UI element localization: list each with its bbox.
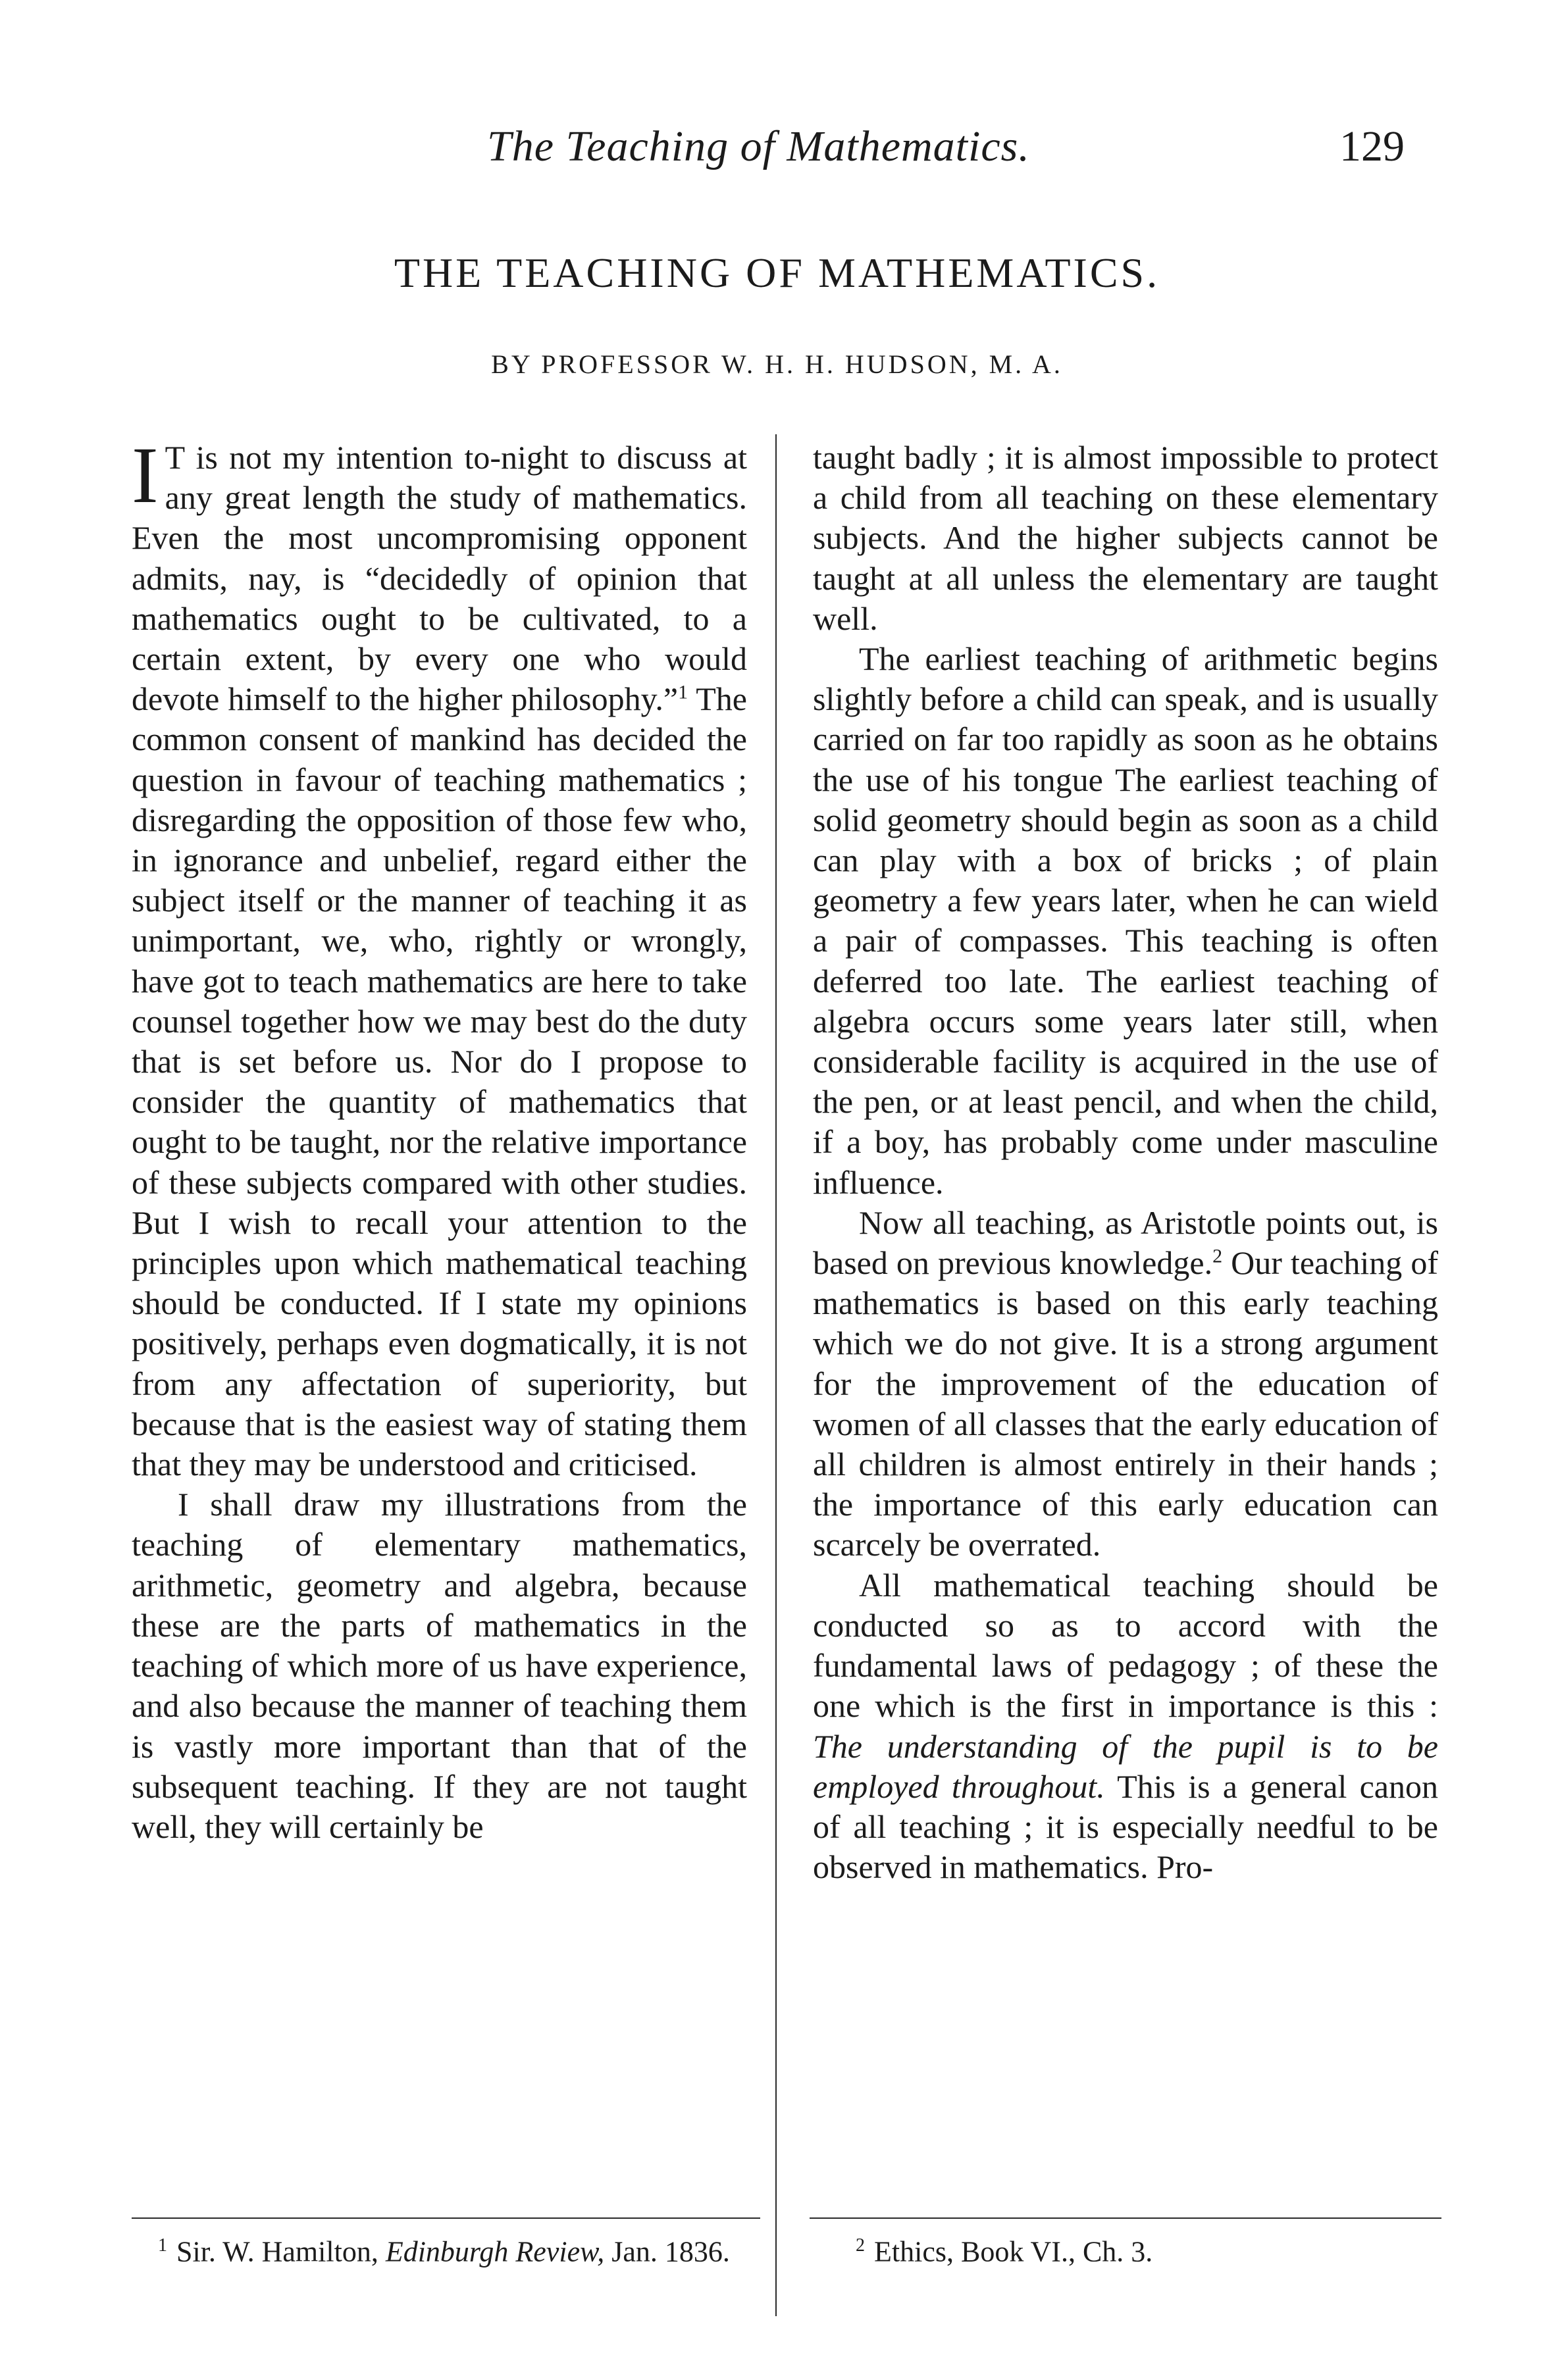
footnote-source: Edinburgh Review,: [385, 2235, 605, 2268]
left-column: [132, 431, 747, 1847]
paragraph-text: All mathematical teaching should be conducted so as to accord with the fundamental laws of pedagogy ; of these the one which is the first in importance is this :: [813, 1566, 1438, 1725]
drop-cap: I: [132, 431, 159, 520]
paragraph: [813, 1565, 1438, 1888]
paragraph: [132, 1484, 747, 1847]
footnote-text: Jan. 1836.: [604, 2235, 730, 2268]
right-column: [813, 438, 1438, 1887]
footnote-mark: 2: [856, 2235, 865, 2256]
footnote-rule: [132, 2217, 760, 2219]
footnote-reference: 1: [678, 681, 688, 703]
paragraph-text: I shall draw my illustrations from the teaching of elementary mathematics, arithmetic, geometry and algebra, because these are the parts of mathematics in the teaching of which more of us have experience, and also because the manner of teaching them is vastly more important than that of the subsequent teaching. If they are not taught well, they will certainly be: [132, 1486, 747, 1845]
footnote-text: Sir. W. Hamilton,: [176, 2235, 386, 2268]
emphasized-text: The understanding of the pupil is to be employed throughout.: [813, 1727, 1438, 1805]
paragraph: [132, 431, 747, 1484]
paragraph-text: taught badly ; it is almost impossible to protect a child from all teaching on these elementary subjects. And the higher subjects cannot be taught at all unless the elementary are taught well.: [813, 439, 1438, 637]
paragraph: [813, 438, 1438, 639]
article-title: THE TEACHING OF MATHEMATICS.: [394, 249, 1160, 296]
footnote-reference: 2: [1212, 1245, 1223, 1267]
footnote-rule: [810, 2217, 1441, 2219]
paragraph-text: Our teaching of mathematics is based on this early teaching which we do not give. It is a strong argument for the improvement of the education of women of all classes that the early education of all children is almost entirely in their hands ; the importance of this early education can scarcely be overrated.: [813, 1244, 1438, 1563]
paragraph-text: T is not my intention to-night to discuss at any great length the study of mathematics. Even the most uncompromising opponent admits, nay, is “decidedly of opinion that mathematics ought to be cultivated, to a certain extent, by every one who would devote himself to the higher philosophy.”: [132, 439, 747, 718]
paragraph-text: The common consent of mankind has decided the question in favour of teaching mathematics ; disregarding the opposition of those few who, in ignorance and unbelief, regard either the subject itself or the manner of teaching it as unimportant, we, who, rightly or wrongly, have got to teach mathematics are here to take counsel together how we may best do the duty that is set before us. Nor do I propose to consider the quantity of mathematics that ought to be taught, nor the relative importance of these subjects compared with other studies. But I wish to recall your attention to the principles upon which mathematical teaching should be conducted. If I state my opinions positively, perhaps even dogmatically, it is not from any affectation of superiority, but because that is the easiest way of stating them that they may be understood and criticised.: [132, 680, 747, 1483]
article-byline: BY PROFESSOR W. H. H. HUDSON, M. A.: [491, 349, 1063, 379]
footnote-mark: 1: [158, 2235, 167, 2256]
footnote-text: Ethics, Book VI., Ch. 3.: [874, 2235, 1153, 2268]
paragraph-text: The earliest teaching of arithmetic begins slightly before a child can speak, and is usually carried on far too rapidly as soon as he obtains the use of his tongue The earliest teaching of solid geometry should begin as soon as a child can play with a box of bricks ; of plain geometry a few years later, when he can wield a pair of compasses. This teaching is often deferred too late. The earliest teaching of algebra occurs some years later still, when considerable facility is acquired in the use of the pen, or at least pencil, and when the child, if a boy, has probably come under masculine influence.: [813, 640, 1438, 1201]
page-number: 129: [1339, 122, 1405, 170]
paragraph-text: Now all teaching, as Aristotle points out, is based on previous knowledge.: [813, 1203, 1438, 1282]
running-title: The Teaching of Mathematics.: [487, 122, 1030, 170]
running-header: [0, 122, 1554, 174]
footnote-2: [856, 2227, 1435, 2270]
paragraph: [813, 639, 1438, 1203]
paragraph-text: This is a general canon of all teaching ; it is especially needful to be observed in mathematics. Pro-: [813, 1767, 1438, 1886]
footnote-1: [132, 2227, 764, 2270]
column-divider: [775, 434, 777, 2316]
paragraph: [813, 1203, 1438, 1565]
